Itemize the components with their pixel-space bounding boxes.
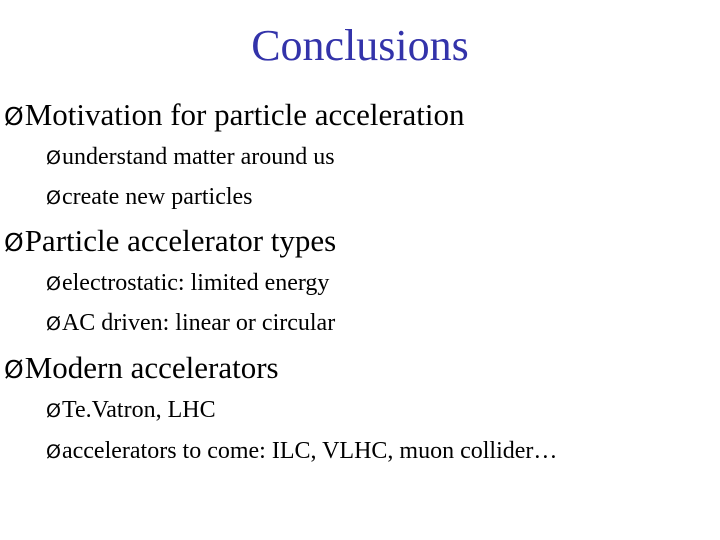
bullet-text: Modern accelerators: [24, 350, 279, 385]
bullet-level2: [46, 437, 557, 466]
slide-title: Conclusions: [251, 21, 469, 70]
arrow-bullet-icon: Ø: [46, 400, 61, 422]
bullet-text: accelerators to come: ILC, VLHC, muon collider…: [61, 438, 558, 464]
arrow-bullet-icon: Ø: [4, 228, 24, 257]
bullet-level1: [4, 223, 336, 261]
bullet-text: AC driven: linear or circular: [61, 310, 336, 336]
bullet-text: understand matter around us: [61, 144, 335, 170]
bullet-level2: [46, 143, 335, 172]
bullet-level1: [4, 350, 279, 388]
bullet-text: Particle accelerator types: [24, 223, 337, 258]
arrow-bullet-icon: Ø: [46, 273, 61, 295]
bullet-text: Te.Vatron, LHC: [61, 397, 216, 423]
arrow-bullet-icon: Ø: [4, 102, 24, 131]
bullet-level2: [46, 309, 335, 338]
bullet-level2: [46, 396, 216, 425]
bullet-level1: [4, 97, 465, 135]
bullet-text: create new particles: [61, 184, 253, 210]
bullet-text: Motivation for particle acceleration: [24, 97, 465, 132]
arrow-bullet-icon: Ø: [46, 187, 61, 209]
bullet-level2: [46, 269, 329, 298]
bullet-text: electrostatic: limited energy: [61, 270, 330, 296]
arrow-bullet-icon: Ø: [46, 441, 61, 463]
bullet-level2: [46, 183, 253, 212]
arrow-bullet-icon: Ø: [46, 313, 61, 335]
arrow-bullet-icon: Ø: [4, 355, 24, 384]
arrow-bullet-icon: Ø: [46, 147, 61, 169]
